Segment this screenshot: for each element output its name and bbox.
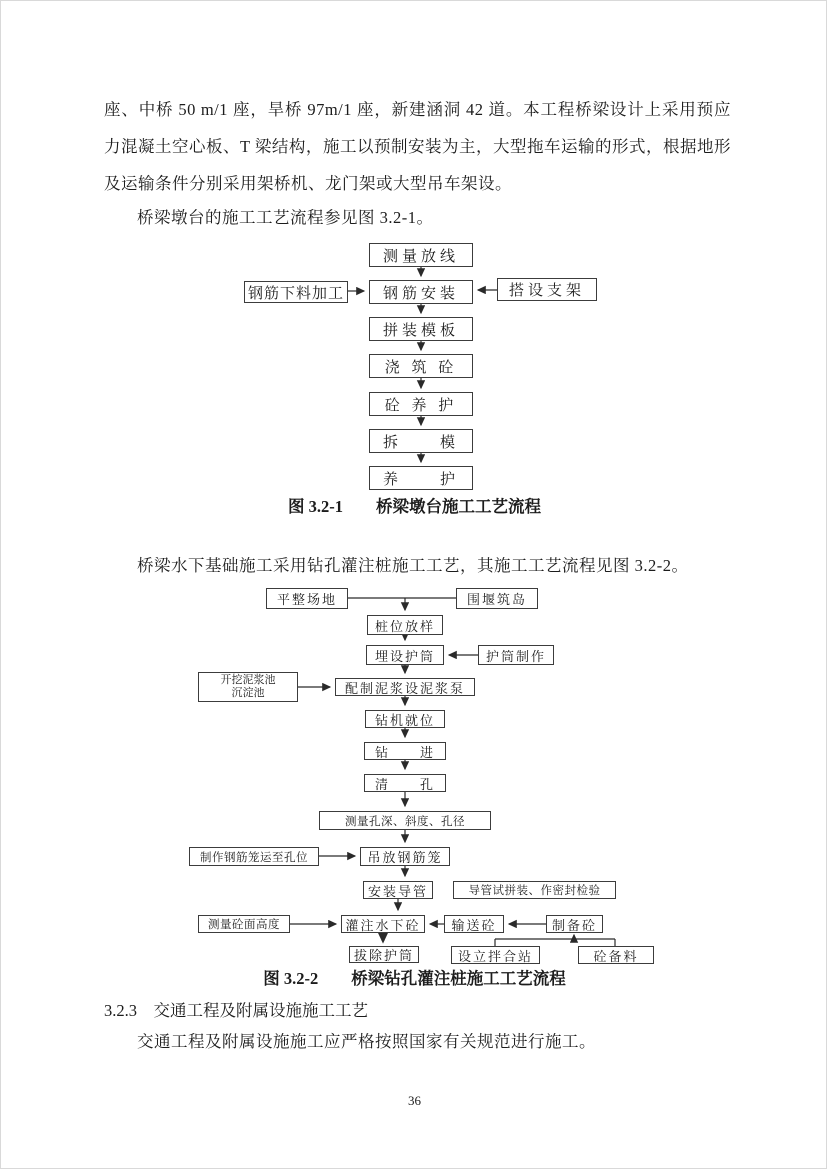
flow2-drilling-box: 钻 进 xyxy=(364,742,446,760)
flow1-formwork-box: 拼装模板 xyxy=(369,317,473,341)
flow2-hole-cleaning-box: 清 孔 xyxy=(364,774,446,792)
flow2-mud-pit-box xyxy=(198,672,298,702)
flow2-drill-positioning-box: 钻机就位 xyxy=(365,710,445,728)
flow2-casing-removal-box: 拔除护筒 xyxy=(349,946,419,963)
flow2-aggregate-stock-box: 砼备料 xyxy=(578,946,654,964)
paragraph-figure1-reference: 桥梁墩台的施工工艺流程参见图 3.2-1。 xyxy=(137,208,434,227)
flow2-concrete-production-box: 制备砼 xyxy=(546,915,603,933)
flow2-mud-pit-line1: 开挖泥浆池 xyxy=(220,674,276,686)
flow2-concrete-transport-box: 输送砼 xyxy=(444,915,504,933)
flow1-concrete-curing-box: 砼 养 护 xyxy=(369,392,473,416)
page-number: 36 xyxy=(408,1093,421,1108)
flow1-rebar-install-box: 钢筋安装 xyxy=(369,280,473,304)
flow1-survey-layout-box: 测量放线 xyxy=(369,243,473,267)
flow1-strip-forms-box: 拆 模 xyxy=(369,429,473,453)
figure2-caption: 图 3.2-2 桥梁钻孔灌注桩施工工艺流程 xyxy=(263,969,566,988)
section-heading-323: 3.2.3 交通工程及附属设施施工工艺 xyxy=(104,1001,368,1020)
flow2-tremie-test-box: 导管试拼装、作密封检验 xyxy=(453,881,616,899)
flow2-batching-plant-box: 设立拌合站 xyxy=(451,946,540,964)
flow2-cofferdam-island-box: 围堰筑岛 xyxy=(456,588,538,609)
flow1-curing-box: 养 护 xyxy=(369,466,473,490)
flow2-pile-layout-box: 桩位放样 xyxy=(367,615,443,635)
flow2-mud-mixing-box: 配制泥浆设泥浆泵 xyxy=(335,678,475,696)
flow2-cage-fabrication-box: 制作钢筋笼运至孔位 xyxy=(189,847,319,866)
flow2-surface-measure-box: 测量砼面高度 xyxy=(198,915,290,933)
flow1-pour-concrete-box: 浇 筑 砼 xyxy=(369,354,473,378)
flow2-cage-lowering-box: 吊放钢筋笼 xyxy=(360,847,450,866)
flow2-casing-embed-box: 埋设护筒 xyxy=(366,645,444,665)
flow2-underwater-pour-box: 灌注水下砼 xyxy=(341,915,425,933)
flow2-hole-measurement-box: 测量孔深、斜度、孔径 xyxy=(319,811,491,830)
figure1-caption: 图 3.2-1 桥梁墩台施工工艺流程 xyxy=(288,497,541,516)
flow2-site-leveling-box: 平整场地 xyxy=(266,588,348,609)
paragraph-section-323: 交通工程及附属设施施工应严格按照国家有关规范进行施工。 xyxy=(137,1032,596,1051)
flow1-scaffold-box: 搭设支架 xyxy=(497,278,597,301)
paragraph-figure2-reference: 桥梁水下基础施工采用钻孔灌注桩施工工艺，其施工工艺流程见图 3.2-2。 xyxy=(137,556,689,575)
flow2-tremie-install-box: 安装导管 xyxy=(363,881,433,899)
flow1-rebar-prep-box: 钢筋下料加工 xyxy=(244,281,348,303)
flow2-casing-fabrication-box: 护筒制作 xyxy=(478,645,554,665)
paragraph-bridge-overview: 座、中桥 50 m/1 座，旱桥 97m/1 座，新建涵洞 42 道。本工程桥梁设计上采用预应力混凝土空心板、T 梁结构，施工以预制安装为主，大型拖车运输的形式，根据地形及运输条件分别采用架桥机、龙门架或大型吊车架设。 xyxy=(104,100,731,193)
flow2-mud-pit-line2: 沉淀池 xyxy=(231,687,265,699)
